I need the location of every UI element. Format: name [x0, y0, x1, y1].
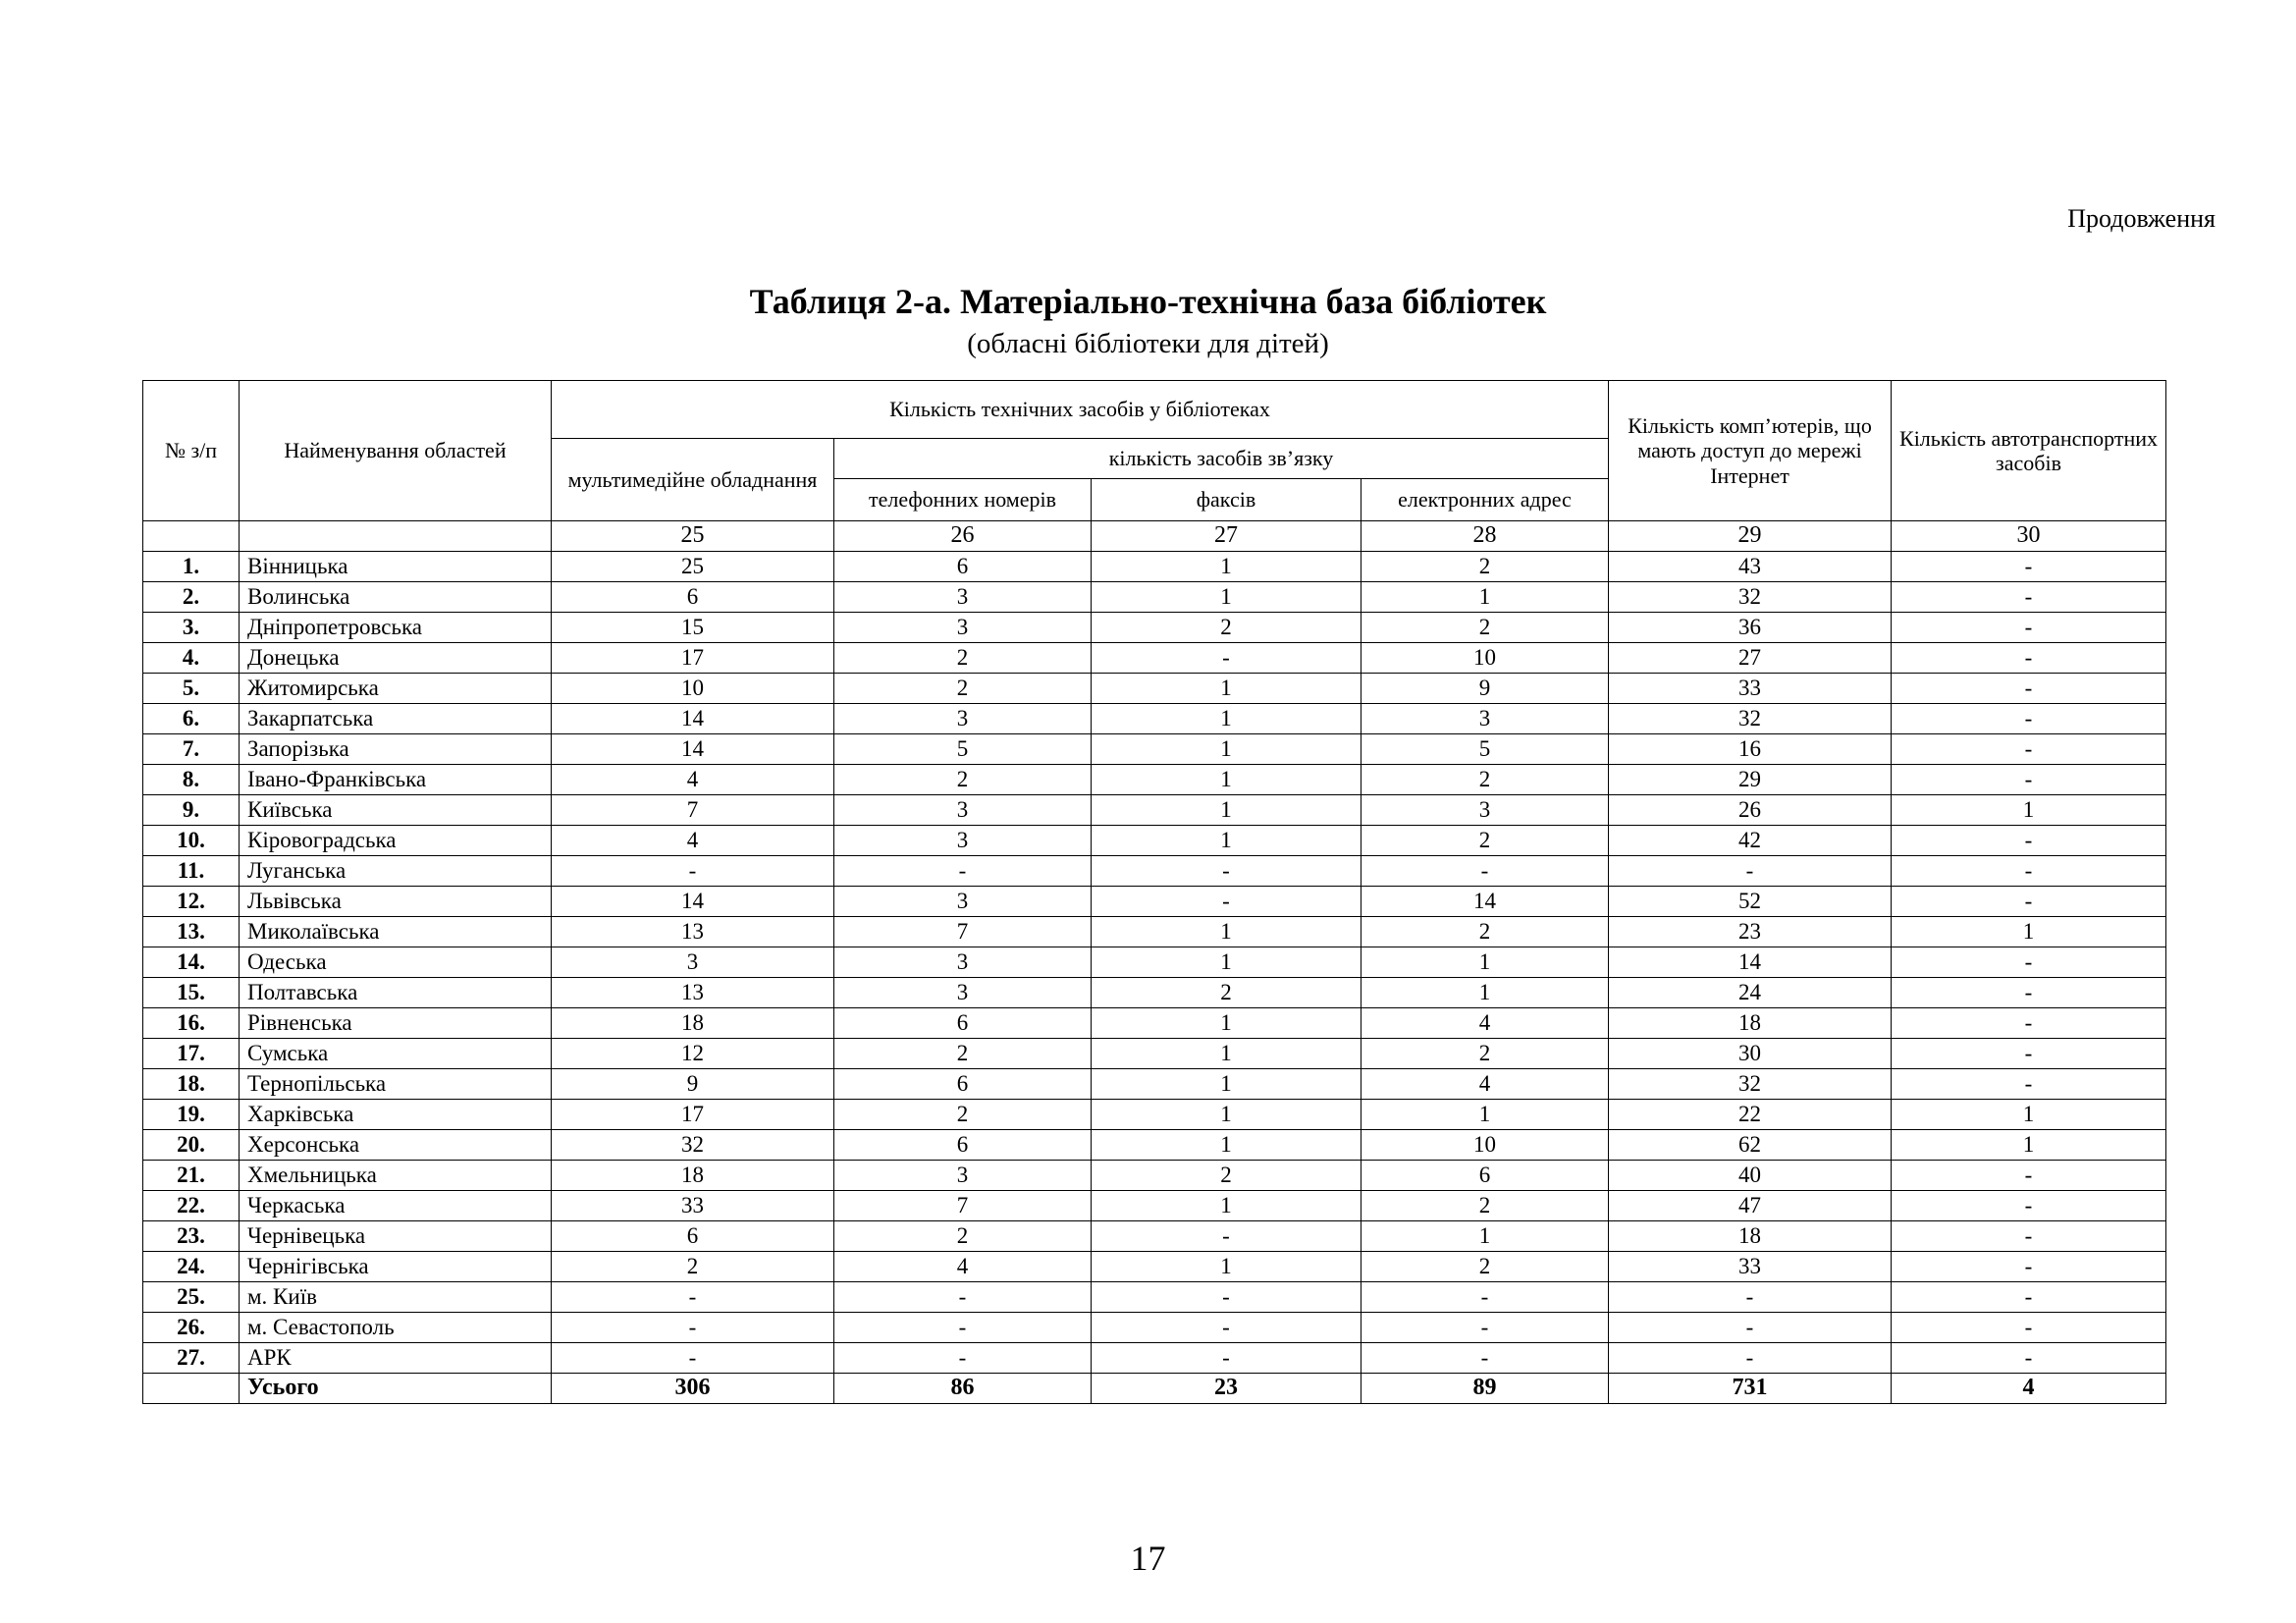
column-number: 25 — [552, 521, 834, 552]
region-name: Сумська — [240, 1039, 552, 1069]
region-name: Київська — [240, 795, 552, 826]
cell-value: 1 — [1092, 795, 1362, 826]
column-number: 28 — [1362, 521, 1609, 552]
row-number: 7. — [143, 734, 240, 765]
table-row — [143, 1008, 2166, 1039]
cell-value: 2 — [1362, 1039, 1609, 1069]
cell-value: 3 — [1362, 704, 1609, 734]
cell-value: 1 — [1892, 1130, 2166, 1161]
cell-value: 2 — [1362, 552, 1609, 582]
cell-value: 4 — [1362, 1069, 1609, 1100]
cell-value: 1 — [1092, 1008, 1362, 1039]
cell-value: - — [1609, 856, 1892, 887]
cell-value: 9 — [552, 1069, 834, 1100]
table-row — [143, 1069, 2166, 1100]
cell-value: 30 — [1609, 1039, 1892, 1069]
cell-value: 1 — [1892, 795, 2166, 826]
cell-value: - — [1892, 1069, 2166, 1100]
cell-value: 3 — [834, 826, 1092, 856]
cell-value: 6 — [834, 1008, 1092, 1039]
table-row — [143, 826, 2166, 856]
cell-value: - — [552, 856, 834, 887]
cell-value: 1 — [1362, 947, 1609, 978]
cell-value: 47 — [1609, 1191, 1892, 1221]
continuation-label: Продовження — [2067, 204, 2216, 233]
cell-value: 40 — [1609, 1161, 1892, 1191]
table-row — [143, 917, 2166, 947]
cell-value: 1 — [1362, 978, 1609, 1008]
cell-value: - — [1092, 643, 1362, 674]
cell-value: - — [1892, 582, 2166, 613]
table-row — [143, 643, 2166, 674]
cell-value: 1 — [1092, 947, 1362, 978]
region-name: Тернопільська — [240, 1069, 552, 1100]
cell-value: - — [1892, 734, 2166, 765]
row-number: 6. — [143, 704, 240, 734]
cell-value: 24 — [1609, 978, 1892, 1008]
cell-value: 2 — [1362, 1252, 1609, 1282]
cell-value: 3 — [552, 947, 834, 978]
region-name: Луганська — [240, 856, 552, 887]
row-number: 1. — [143, 552, 240, 582]
cell-value: 731 — [1609, 1374, 1892, 1404]
region-name: Рівненська — [240, 1008, 552, 1039]
cell-value: 4 — [834, 1252, 1092, 1282]
cell-value: - — [1892, 1252, 2166, 1282]
row-number: 16. — [143, 1008, 240, 1039]
cell-value: 1 — [1362, 1221, 1609, 1252]
cell-value: 1 — [1092, 1069, 1362, 1100]
row-number: 21. — [143, 1161, 240, 1191]
total-row — [143, 1374, 2166, 1404]
table-row — [143, 613, 2166, 643]
cell-value: 1 — [1092, 826, 1362, 856]
table-row — [143, 1039, 2166, 1069]
header-comm-group: кількість засобів зв’язку — [834, 439, 1609, 479]
cell-value: 2 — [1362, 765, 1609, 795]
cell-value: 18 — [552, 1008, 834, 1039]
table-row — [143, 1191, 2166, 1221]
cell-value: 5 — [834, 734, 1092, 765]
cell-value: 1 — [1092, 734, 1362, 765]
cell-value: - — [1892, 887, 2166, 917]
row-number: 4. — [143, 643, 240, 674]
cell-value: - — [1892, 1282, 2166, 1313]
cell-value: - — [1362, 1313, 1609, 1343]
cell-value: 2 — [834, 1221, 1092, 1252]
row-number: 5. — [143, 674, 240, 704]
cell-value: 52 — [1609, 887, 1892, 917]
column-number: 26 — [834, 521, 1092, 552]
cell-value: 1 — [1092, 1252, 1362, 1282]
cell-value: 29 — [1609, 765, 1892, 795]
column-number: 27 — [1092, 521, 1362, 552]
library-equipment-table — [142, 380, 2166, 1404]
row-number: 8. — [143, 765, 240, 795]
cell-value: 33 — [1609, 1252, 1892, 1282]
cell-value: 1 — [1092, 552, 1362, 582]
header-blank — [143, 521, 240, 552]
cell-value: 10 — [552, 674, 834, 704]
cell-value: - — [1092, 1313, 1362, 1343]
cell-value: 25 — [552, 552, 834, 582]
cell-value: 2 — [834, 674, 1092, 704]
cell-value: 6 — [552, 582, 834, 613]
cell-value: - — [1609, 1313, 1892, 1343]
cell-value: 3 — [834, 582, 1092, 613]
cell-value: - — [1892, 978, 2166, 1008]
cell-value: 4 — [1892, 1374, 2166, 1404]
cell-value: 23 — [1609, 917, 1892, 947]
cell-value: 1 — [1092, 1130, 1362, 1161]
row-number: 27. — [143, 1343, 240, 1374]
cell-value: 306 — [552, 1374, 834, 1404]
region-name: АРК — [240, 1343, 552, 1374]
cell-value: 6 — [834, 1130, 1092, 1161]
cell-value: 3 — [834, 887, 1092, 917]
cell-value: 10 — [1362, 1130, 1609, 1161]
region-name: Донецька — [240, 643, 552, 674]
cell-value: - — [1609, 1282, 1892, 1313]
cell-value: 7 — [834, 917, 1092, 947]
table-row — [143, 947, 2166, 978]
cell-value: - — [1362, 856, 1609, 887]
cell-value: 1 — [1092, 582, 1362, 613]
cell-value: 22 — [1609, 1100, 1892, 1130]
region-name: м. Київ — [240, 1282, 552, 1313]
row-number: 19. — [143, 1100, 240, 1130]
table-subtitle: (обласні бібліотеки для дітей) — [967, 328, 1329, 359]
header-vehicles: Кількість автотранспортних засобів — [1892, 381, 2166, 521]
region-name: Дніпропетровська — [240, 613, 552, 643]
table-row — [143, 704, 2166, 734]
table-row — [143, 765, 2166, 795]
region-name: Харківська — [240, 1100, 552, 1130]
cell-value: - — [834, 1313, 1092, 1343]
header-faxes: факсів — [1092, 479, 1362, 521]
cell-value: 3 — [834, 1161, 1092, 1191]
cell-value: 1 — [1092, 704, 1362, 734]
row-number: 22. — [143, 1191, 240, 1221]
table-row — [143, 1252, 2166, 1282]
row-number: 15. — [143, 978, 240, 1008]
cell-value: 14 — [552, 887, 834, 917]
cell-value: - — [834, 1343, 1092, 1374]
region-name: Чернігівська — [240, 1252, 552, 1282]
cell-value: 4 — [552, 826, 834, 856]
table-row — [143, 795, 2166, 826]
cell-value: 3 — [834, 978, 1092, 1008]
cell-value: 2 — [1092, 978, 1362, 1008]
row-number: 11. — [143, 856, 240, 887]
cell-value: - — [1092, 856, 1362, 887]
cell-value: - — [834, 1282, 1092, 1313]
region-name: Львівська — [240, 887, 552, 917]
cell-value: 1 — [1092, 917, 1362, 947]
cell-value: 3 — [834, 613, 1092, 643]
cell-value: 2 — [552, 1252, 834, 1282]
cell-value: - — [1892, 1191, 2166, 1221]
cell-value: - — [1892, 947, 2166, 978]
header-computers: Кількість комп’ютерів, що мають доступ до мережі Інтернет — [1609, 381, 1892, 521]
cell-value: 1 — [1092, 1039, 1362, 1069]
cell-value: 32 — [1609, 704, 1892, 734]
cell-value: 1 — [1092, 765, 1362, 795]
cell-value: 14 — [552, 704, 834, 734]
cell-value: 26 — [1609, 795, 1892, 826]
cell-value: - — [1092, 1343, 1362, 1374]
cell-value: 16 — [1609, 734, 1892, 765]
cell-value: - — [1362, 1343, 1609, 1374]
cell-value: - — [1092, 887, 1362, 917]
cell-value: 5 — [1362, 734, 1609, 765]
table-body — [143, 552, 2166, 1404]
cell-value: 86 — [834, 1374, 1092, 1404]
cell-value: 18 — [1609, 1221, 1892, 1252]
cell-value: - — [1892, 1313, 2166, 1343]
cell-value: - — [1892, 826, 2166, 856]
table-row — [143, 734, 2166, 765]
cell-value: 6 — [834, 1069, 1092, 1100]
cell-value: - — [1892, 643, 2166, 674]
table-row — [143, 887, 2166, 917]
cell-value: 3 — [834, 704, 1092, 734]
cell-value: 10 — [1362, 643, 1609, 674]
cell-value: 4 — [552, 765, 834, 795]
table-row — [143, 1161, 2166, 1191]
region-name: Вінницька — [240, 552, 552, 582]
cell-value: - — [1892, 1039, 2166, 1069]
cell-value: 2 — [834, 1039, 1092, 1069]
cell-value: 6 — [1362, 1161, 1609, 1191]
table-row — [143, 1282, 2166, 1313]
cell-value: 2 — [1362, 917, 1609, 947]
cell-value: 2 — [834, 765, 1092, 795]
region-name: Миколаївська — [240, 917, 552, 947]
cell-value: 1 — [1892, 917, 2166, 947]
cell-value: 43 — [1609, 552, 1892, 582]
row-number: 20. — [143, 1130, 240, 1161]
header-region: Найменування областей — [240, 381, 552, 521]
row-number: 18. — [143, 1069, 240, 1100]
region-name: Черкаська — [240, 1191, 552, 1221]
cell-value: - — [1892, 613, 2166, 643]
table-row — [143, 978, 2166, 1008]
cell-value: - — [1892, 704, 2166, 734]
region-name: Кіровоградська — [240, 826, 552, 856]
table-row — [143, 856, 2166, 887]
region-name: Запорізька — [240, 734, 552, 765]
cell-value: 18 — [552, 1161, 834, 1191]
cell-value: 13 — [552, 917, 834, 947]
cell-value: 89 — [1362, 1374, 1609, 1404]
row-number: 13. — [143, 917, 240, 947]
cell-value: - — [1892, 1161, 2166, 1191]
cell-value: 17 — [552, 643, 834, 674]
cell-value: - — [1892, 552, 2166, 582]
cell-value: 9 — [1362, 674, 1609, 704]
table-row — [143, 1221, 2166, 1252]
cell-value: 1 — [1092, 1100, 1362, 1130]
cell-value: - — [552, 1313, 834, 1343]
row-number: 17. — [143, 1039, 240, 1069]
header-blank — [240, 521, 552, 552]
cell-value: 33 — [1609, 674, 1892, 704]
cell-value: 1 — [1092, 1191, 1362, 1221]
cell-value: - — [1892, 1343, 2166, 1374]
region-name: Чернівецька — [240, 1221, 552, 1252]
table-row — [143, 1313, 2166, 1343]
header-num: № з/п — [143, 381, 240, 521]
cell-value: - — [1092, 1221, 1362, 1252]
cell-value: - — [1892, 856, 2166, 887]
cell-value: - — [1092, 1282, 1362, 1313]
row-number: 9. — [143, 795, 240, 826]
row-number: 3. — [143, 613, 240, 643]
cell-value: 32 — [1609, 1069, 1892, 1100]
cell-value: 12 — [552, 1039, 834, 1069]
cell-value: 1 — [1362, 1100, 1609, 1130]
row-number: 26. — [143, 1313, 240, 1343]
row-number — [143, 1374, 240, 1404]
cell-value: 3 — [834, 947, 1092, 978]
cell-value: 2 — [1362, 613, 1609, 643]
cell-value: - — [1892, 765, 2166, 795]
cell-value: 36 — [1609, 613, 1892, 643]
table-row — [143, 552, 2166, 582]
cell-value: 17 — [552, 1100, 834, 1130]
region-name: Волинська — [240, 582, 552, 613]
page-number: 17 — [1130, 1539, 1166, 1578]
row-number: 23. — [143, 1221, 240, 1252]
cell-value: 7 — [552, 795, 834, 826]
cell-value: - — [1609, 1343, 1892, 1374]
cell-value: 18 — [1609, 1008, 1892, 1039]
table-row — [143, 674, 2166, 704]
cell-value: 13 — [552, 978, 834, 1008]
cell-value: 14 — [1609, 947, 1892, 978]
cell-value: - — [552, 1343, 834, 1374]
region-name: Одеська — [240, 947, 552, 978]
cell-value: 2 — [1092, 1161, 1362, 1191]
cell-value: 14 — [552, 734, 834, 765]
region-name: Хмельницька — [240, 1161, 552, 1191]
cell-value: 33 — [552, 1191, 834, 1221]
cell-value: 23 — [1092, 1374, 1362, 1404]
column-number: 30 — [1892, 521, 2166, 552]
cell-value: 42 — [1609, 826, 1892, 856]
cell-value: - — [1362, 1282, 1609, 1313]
header-phones: телефонних номерів — [834, 479, 1092, 521]
cell-value: 1 — [1362, 582, 1609, 613]
cell-value: 2 — [1362, 1191, 1609, 1221]
cell-value: 2 — [1092, 613, 1362, 643]
row-number: 12. — [143, 887, 240, 917]
row-number: 10. — [143, 826, 240, 856]
cell-value: 4 — [1362, 1008, 1609, 1039]
header-tech-group: Кількість технічних засобів у бібліотеках — [552, 381, 1609, 439]
row-number: 14. — [143, 947, 240, 978]
region-name: Полтавська — [240, 978, 552, 1008]
cell-value: 15 — [552, 613, 834, 643]
cell-value: 1 — [1092, 674, 1362, 704]
column-number: 29 — [1609, 521, 1892, 552]
cell-value: - — [552, 1282, 834, 1313]
region-name: Херсонська — [240, 1130, 552, 1161]
row-number: 24. — [143, 1252, 240, 1282]
row-number: 25. — [143, 1282, 240, 1313]
header-multimedia: мультимедійне обладнання — [552, 439, 834, 521]
table-row — [143, 582, 2166, 613]
cell-value: 6 — [834, 552, 1092, 582]
cell-value: 2 — [834, 1100, 1092, 1130]
region-name: Івано-Франківська — [240, 765, 552, 795]
cell-value: 32 — [1609, 582, 1892, 613]
cell-value: - — [834, 856, 1092, 887]
region-name: Житомирська — [240, 674, 552, 704]
cell-value: 7 — [834, 1191, 1092, 1221]
cell-value: 14 — [1362, 887, 1609, 917]
cell-value: 2 — [834, 643, 1092, 674]
cell-value: 1 — [1892, 1100, 2166, 1130]
table-title: Таблиця 2-а. Матеріально-технічна база бібліотек — [749, 282, 1547, 321]
row-number: 2. — [143, 582, 240, 613]
region-name: Усього — [240, 1374, 552, 1404]
header-emails: електронних адрес — [1362, 479, 1609, 521]
cell-value: 3 — [1362, 795, 1609, 826]
cell-value: 62 — [1609, 1130, 1892, 1161]
cell-value: - — [1892, 1221, 2166, 1252]
table-row — [143, 1343, 2166, 1374]
cell-value: - — [1892, 1008, 2166, 1039]
cell-value: - — [1892, 674, 2166, 704]
cell-value: 32 — [552, 1130, 834, 1161]
cell-value: 3 — [834, 795, 1092, 826]
region-name: м. Севастополь — [240, 1313, 552, 1343]
region-name: Закарпатська — [240, 704, 552, 734]
table-row — [143, 1100, 2166, 1130]
cell-value: 27 — [1609, 643, 1892, 674]
cell-value: 2 — [1362, 826, 1609, 856]
cell-value: 6 — [552, 1221, 834, 1252]
table-row — [143, 1130, 2166, 1161]
